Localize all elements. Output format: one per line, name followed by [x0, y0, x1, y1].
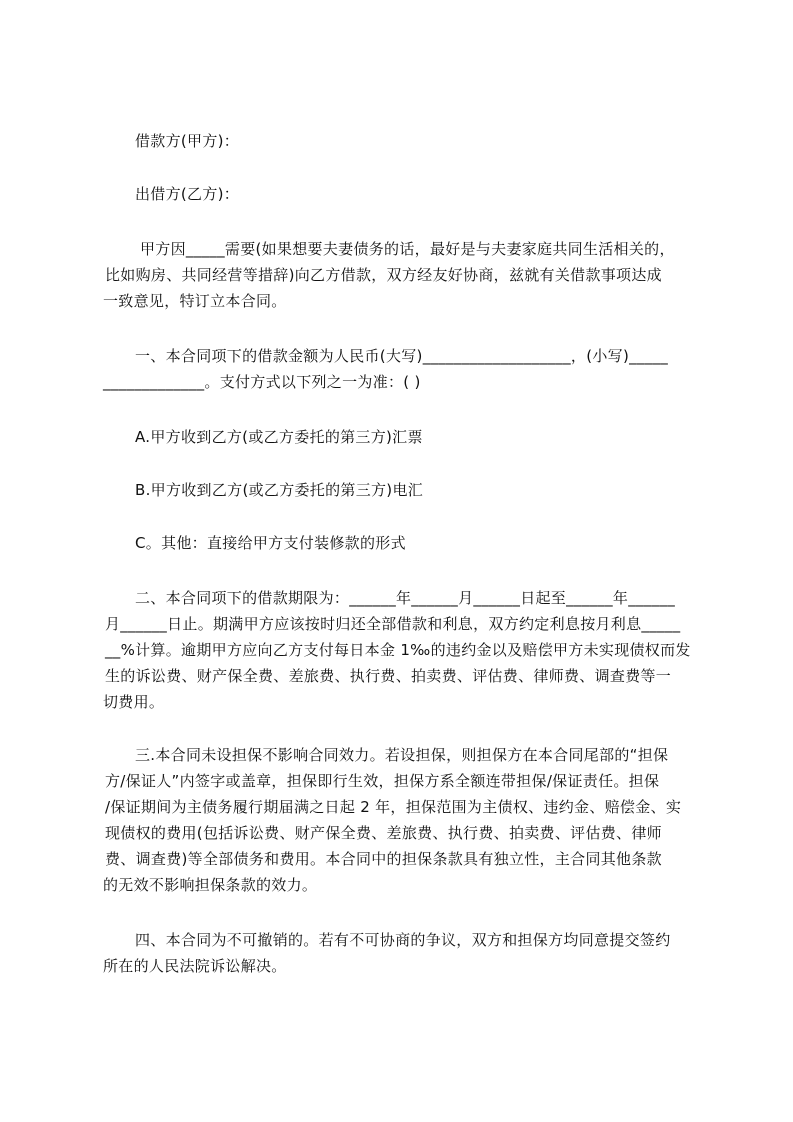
clause-3-line-5: 费、调查费)等全部债务和费用。本合同中的担保条款具有独立性，主合同其他条款 — [105, 850, 662, 868]
clause-2-line-3: __%计算。逾期甲方应向乙方支付每日本金 1‰的违约金以及赔偿甲方未实现债权而发 — [105, 641, 691, 659]
borrower-label: 借款方(甲方)： — [135, 132, 240, 150]
clause-3-line-3: /保证期间为主债务履行期届满之日起 2 年，担保范围为主债权、违约金、赔偿金、实 — [105, 798, 682, 816]
clause-3-line-6: 的无效不影响担保条款的效力。 — [103, 876, 318, 894]
clause-2-line-1: 二、本合同项下的借款期限为：______年______月______日起至______年______ — [135, 589, 676, 607]
preamble-line-1: 甲方因_____需要(如果想要夫妻债务的话，最好是与夫妻家庭共同生活相关的， — [140, 240, 675, 258]
option-b: B.甲方收到乙方(或乙方委托的第三方)电汇 — [135, 481, 424, 499]
clause-2-line-5: 切费用。 — [103, 693, 165, 711]
preamble-line-3: 一致意见，特订立本合同。 — [103, 292, 287, 310]
clause-4-line-2: 所在的人民法院诉讼解决。 — [103, 957, 287, 975]
option-c: C。其他：直接给甲方支付装修款的形式 — [135, 534, 406, 552]
clause-1-line-2: _____________。支付方式以下列之一为准：( ) — [103, 373, 421, 391]
clause-1-line-1: 一、本合同项下的借款金额为人民币(大写)___________________，(小写)_____ — [135, 347, 669, 365]
clause-3-line-4: 现债权的费用(包括诉讼费、财产保全费、差旅费、执行费、拍卖费、评估费、律师 — [105, 824, 662, 842]
clause-3-line-2: 方/保证人”内签字或盖章，担保即行生效，担保方系全额连带担保/保证责任。担保 — [105, 772, 660, 790]
option-a: A.甲方收到乙方(或乙方委托的第三方)汇票 — [135, 428, 423, 446]
clause-2-line-4: 生的诉讼费、财产保全费、差旅费、执行费、拍卖费、评估费、律师费、调查费等一 — [105, 667, 672, 685]
clause-3-line-1: 三.本合同未设担保不影响合同效力。若设担保，则担保方在本合同尾部的“担保 — [135, 746, 669, 764]
lender-label: 出借方(乙方)： — [135, 185, 240, 203]
clause-4-line-1: 四、本合同为不可撤销的。若有不可协商的争议，双方和担保方均同意提交签约 — [135, 931, 671, 949]
preamble-line-2: 比如购房、共同经营等措辞)向乙方借款，双方经友好协商，兹就有关借款事项达成 — [105, 266, 662, 284]
clause-2-line-2: 月______日止。期满甲方应该按时归还全部借款和利息，双方约定利息按月利息_____ — [105, 615, 681, 633]
